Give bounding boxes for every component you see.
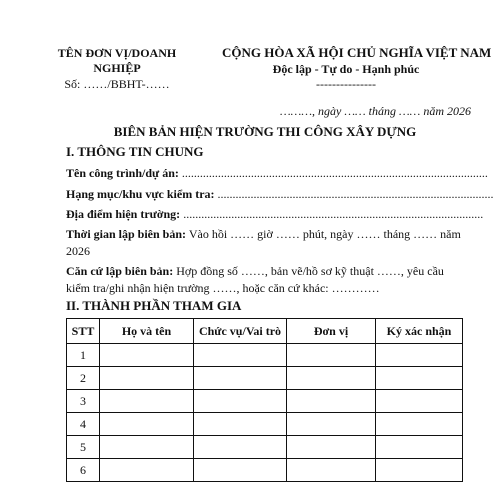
table-row [67,413,463,436]
field-label: Căn cứ lập biên bản: [66,264,174,278]
cell-signature[interactable] [376,436,463,459]
row-number: 5 [67,436,100,459]
cell-unit[interactable] [287,344,376,367]
column-header-signature: Ký xác nhận [376,319,463,344]
cell-full-name[interactable] [100,367,194,390]
field-record-time [66,226,470,260]
cell-role[interactable] [194,459,287,482]
org-name-line2: NGHIỆP [93,61,141,75]
cell-role[interactable] [194,390,287,413]
org-name-line1: TÊN ĐƠN VỊ/DOANH [57,46,177,60]
field-inspection-area [66,186,494,203]
document-title: BIÊN BẢN HIỆN TRƯỜNG THI CÔNG XÂY DỰNG [113,124,417,139]
motto-underline: --------------- [316,77,376,91]
row-number: 2 [67,367,100,390]
cell-signature[interactable] [376,367,463,390]
table-row [67,436,463,459]
cell-unit[interactable] [287,459,376,482]
cell-signature[interactable] [376,413,463,436]
row-number: 1 [67,344,100,367]
document-number: Số: ……/BBHT-…… [64,77,170,91]
field-label: Hạng mục/khu vực kiểm tra: [66,187,215,201]
participants-table [66,318,463,482]
table-row [67,367,463,390]
row-number: 3 [67,390,100,413]
field-value: Hợp đồng số ……, bản vẽ/hồ sơ kỹ thuật ……, yêu cầu kiểm tra/ghi nhận hiện trường ……, hoặc căn cứ khác: ………… [66,264,444,295]
cell-role[interactable] [194,344,287,367]
row-number: 6 [67,459,100,482]
row-number: 4 [67,413,100,436]
cell-unit[interactable] [287,367,376,390]
cell-full-name[interactable] [100,413,194,436]
field-value: .................................................................................................... [183,207,484,221]
column-header-stt: STT [67,319,100,344]
field-value: ............................................................................................ [217,187,494,201]
cell-full-name[interactable] [100,344,194,367]
cell-full-name[interactable] [100,390,194,413]
field-label: Địa điểm hiện trường: [66,207,181,221]
cell-full-name[interactable] [100,436,194,459]
column-header-full-name: Họ và tên [100,319,194,344]
column-header-unit: Đơn vị [287,319,376,344]
field-legal-basis [66,263,470,297]
cell-unit[interactable] [287,390,376,413]
table-row [67,390,463,413]
cell-role[interactable] [194,413,287,436]
cell-role[interactable] [194,367,287,390]
national-motto: Độc lập - Tự do - Hạnh phúc [272,62,420,76]
field-project-name [66,165,488,182]
field-label: Thời gian lập biên bản: [66,227,187,241]
cell-full-name[interactable] [100,459,194,482]
cell-unit[interactable] [287,413,376,436]
table-header-row [67,319,463,344]
cell-unit[interactable] [287,436,376,459]
field-label: Tên công trình/dự án: [66,166,179,180]
field-site-location [66,206,483,223]
section-heading-participants: II. THÀNH PHẦN THAM GIA [66,298,242,313]
table-row [67,459,463,482]
national-title: CỘNG HÒA XÃ HỘI CHỦ NGHĨA VIỆT NAM [222,45,492,60]
section-heading-general-info: I. THÔNG TIN CHUNG [66,144,204,159]
cell-signature[interactable] [376,390,463,413]
field-value: ...................................................................................................... [181,166,488,180]
column-header-role: Chức vụ/Vai trò [194,319,287,344]
cell-signature[interactable] [376,344,463,367]
table-row [67,344,463,367]
cell-role[interactable] [194,436,287,459]
cell-signature[interactable] [376,459,463,482]
date-line: ………, ngày …… tháng …… năm 2026 [280,104,472,118]
field-value: Vào hồi …… giờ …… phút, ngày …… tháng …… năm 2026 [66,227,461,258]
